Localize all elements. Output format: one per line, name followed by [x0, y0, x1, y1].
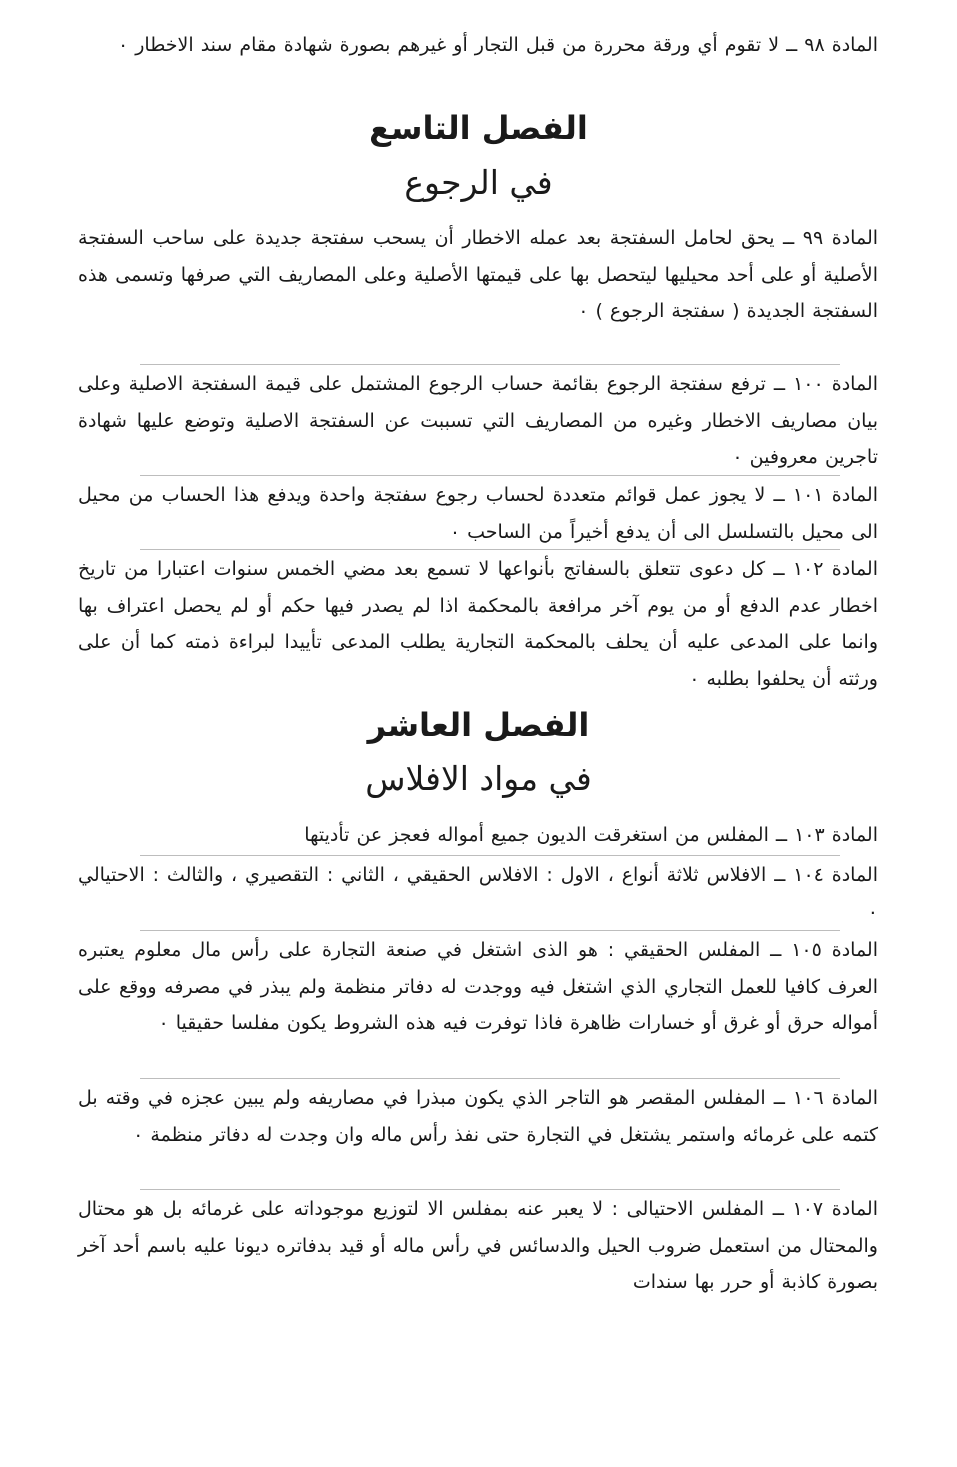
chapter-10-title: الفصل العاشر — [367, 706, 590, 744]
article-101: المادة ١٠١ ــ لا يجوز عمل قوائم متعددة لحساب رجوع سفتجة واحدة ويدفع هذا الحساب من محيل الى محيل بالتسلسل الى أن يدفع أخيراً من الساحب ٠ — [78, 484, 879, 543]
chapter-9-title: الفصل التاسع — [369, 109, 588, 147]
divider — [140, 1189, 840, 1190]
article-99: المادة ٩٩ ــ يحق لحامل السفتجة بعد عمله الاخطار أن يسحب سفتجة جديدة على ساحب السفتجة الأصلية أو على أحد محيليها ليتحصل بها على قيمتها الأصلية وعلى المصاريف التي صرفها وتسمى هذه السفتجة الجديدة ( سفتجة الرجوع ) ٠ — [78, 227, 879, 322]
article-106: المادة ١٠٦ ــ المفلس المقصر هو التاجر الذي يكون مبذرا في مصاريفه ولم يبين عجزه في وقته بل كتمه على غرمائه واستمر يشتغل في التجارة حتى نفذ رأس ماله وان وجدت له دفاتر منظمة ٠ — [78, 1087, 878, 1146]
article-107: المادة ١٠٧ ــ المفلس الاحتيالى : لا يعبر عنه بمفلس الا لتوزيع موجوداته على غرمائه بل هو محتال والمحتال من استعمل ضروب الحيل والدسائس في رأس ماله أو قيد بدفاتره ديونا عليه باسم أحد آخر بصورة كاذبة أو حرر بها سندات — [78, 1198, 878, 1293]
divider — [140, 1078, 840, 1079]
chapter-10-subtitle: في مواد الافلاس — [365, 759, 592, 798]
article-98: المادة ٩٨ ــ لا تقوم أي ورقة محررة من قبل التجار أو غيرهم بصورة شهادة مقام سند الاخطار ٠ — [118, 34, 878, 56]
article-103: المادة ١٠٣ ــ المفلس من استغرقت الديون جميع أمواله فعجز عن تأديتها — [304, 824, 878, 846]
divider — [140, 364, 840, 365]
article-104: المادة ١٠٤ ــ الافلاس ثلاثة أنواع ، الاول : الافلاس الحقيقي ، الثاني : التقصيري ، والثالث : الاحتيالي ٠ — [78, 864, 879, 923]
divider — [140, 549, 840, 550]
article-100: المادة ١٠٠ ــ ترفع سفتجة الرجوع بقائمة حساب الرجوع المشتمل على قيمة السفتجة الاصلية وعلى بيان مصاريف الاخطار وغيره من المصاريف التي تسببت عن السفتجة الاصلية وتوضع عليها شهادة تاجرين معروفين ٠ — [78, 373, 879, 468]
divider — [140, 930, 840, 931]
divider — [140, 475, 840, 476]
article-105: المادة ١٠٥ ــ المفلس الحقيقي : هو الذى اشتغل في صنعة التجارة على رأس مال معلوم يعتبره العرف كافيا للعمل التجاري الذي اشتغل فيه ووجدت له دفاتر منظمة ولم يبذر في مصرفه ووقع على أمواله حرق أو غرق أو خسارات ظاهرة فاذا توفرت فيه هذه الشروط يكون مفلسا حقيقيا ٠ — [78, 939, 879, 1034]
chapter-9-subtitle: في الرجوع — [404, 163, 553, 202]
article-102: المادة ١٠٢ ــ كل دعوى تتعلق بالسفاتج بأنواعها لا تسمع بعد مضي الخمس سنوات اعتبارا من تاريخ اخطار عدم الدفع أو من يوم آخر مرافعة بالمحكمة اذا لم يصدر فيها حكم أو لم يحصل اعتراف بها وانما على المدعى عليه أن يحلف بالمحكمة التجارية يطلب المدعى تأييدا لبراءة ذمته كما أن على ورثته أن يحلفوا بطلبه ٠ — [78, 558, 878, 690]
divider — [140, 855, 840, 856]
